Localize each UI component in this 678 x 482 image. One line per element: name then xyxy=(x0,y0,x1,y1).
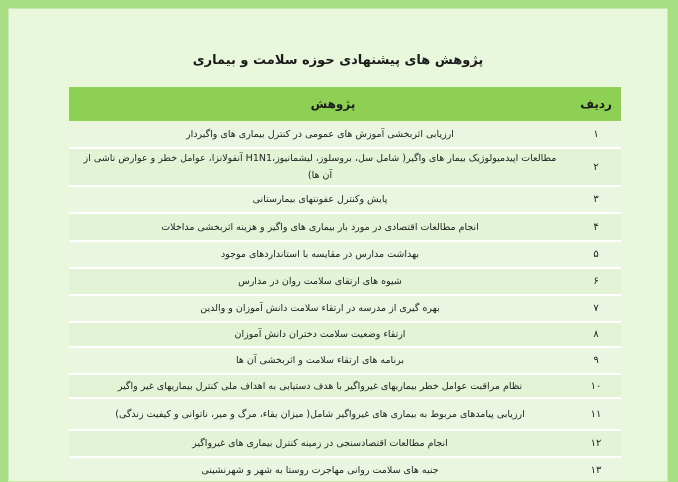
header-research: پژوهش xyxy=(310,96,356,111)
table-row xyxy=(69,269,621,296)
row-number: ۶ xyxy=(593,276,599,287)
row-number: ۱۱ xyxy=(590,408,602,420)
table-header-row xyxy=(69,87,621,121)
row-topic: انجام مطالعات اقتصادسنجی در زمینه کنترل بیماری های غیرواگیر xyxy=(192,438,448,449)
table-row xyxy=(69,458,621,482)
table-row xyxy=(69,121,621,149)
row-number: ۳ xyxy=(593,194,599,205)
page-title: پژوهش های پیشنهادی حوزه سلامت و بیماری xyxy=(192,53,484,68)
table-row xyxy=(69,375,621,399)
header-row-number: ردیف xyxy=(580,97,612,111)
row-topic: بهره گیری از مدرسه در ارتقاء سلامت دانش آموزان و والدین xyxy=(200,303,440,314)
slide-frame xyxy=(8,8,668,482)
row-topic: جنبه های سلامت روانی مهاجرت روستا به شهر و شهرنشینی xyxy=(201,465,439,476)
row-number: ۷ xyxy=(593,303,599,314)
table-row xyxy=(69,431,621,458)
row-number: ۸ xyxy=(593,329,599,340)
row-topic: برنامه های ارتقاء سلامت و اثربخشی آن ها xyxy=(236,355,404,366)
row-number: ۴ xyxy=(593,221,599,233)
table-row xyxy=(69,187,621,214)
research-table xyxy=(69,87,621,482)
row-topic: بهداشت مدارس در مقایسه با استانداردهای موجود xyxy=(220,249,420,260)
table-row xyxy=(69,348,621,375)
table-row xyxy=(69,242,621,269)
row-topic: پایش وکنترل عفونتهای بیمارستانی xyxy=(252,194,388,205)
row-number: ۱۳ xyxy=(590,465,602,476)
row-topic: ارتقاء وضعیت سلامت دختران دانش آموزان xyxy=(234,329,406,340)
row-number: ۱ xyxy=(593,128,599,140)
row-topic: انجام مطالعات اقتصادی در مورد بار بیماری های واگیر و هزینه اثربخشی مداخلات xyxy=(161,221,479,233)
row-topic: شیوه های ارتقای سلامت روان در مدارس xyxy=(238,276,402,287)
row-number: ۹ xyxy=(593,355,599,366)
table-row xyxy=(69,296,621,323)
table-row xyxy=(69,214,621,242)
row-number: ۱۲ xyxy=(590,438,602,449)
row-topic: مطالعات اپیدمیولوژیک بیمار های واگیر( شامل سل، بروسلوز، لیشمانیوز،H1N1 آنفولانزا، عوامل خطر و عوارض ناشی از آن ها) xyxy=(83,153,557,181)
table-row xyxy=(69,323,621,348)
row-topic: نظام مراقبت عوامل خطر بیماریهای غیرواگیر با هدف دستیابی به اهداف ملی کنترل بیماریهای غیر واگیر xyxy=(117,380,523,392)
table-row xyxy=(69,149,621,187)
row-topic: ارزیابی پیامدهای مربوط به بیماری های غیرواگیر شامل( میزان بقاء، مرگ و میر، ناتوانی و کیفیت زندگی) xyxy=(115,408,525,420)
row-number: ۵ xyxy=(593,249,599,260)
row-number: ۱۰ xyxy=(590,380,602,392)
row-number: ۲ xyxy=(593,161,599,173)
row-topic: ارزیابی اثربخشی آموزش های عمومی در کنترل بیماری های واگیردار xyxy=(186,128,454,140)
table-row xyxy=(69,399,621,431)
